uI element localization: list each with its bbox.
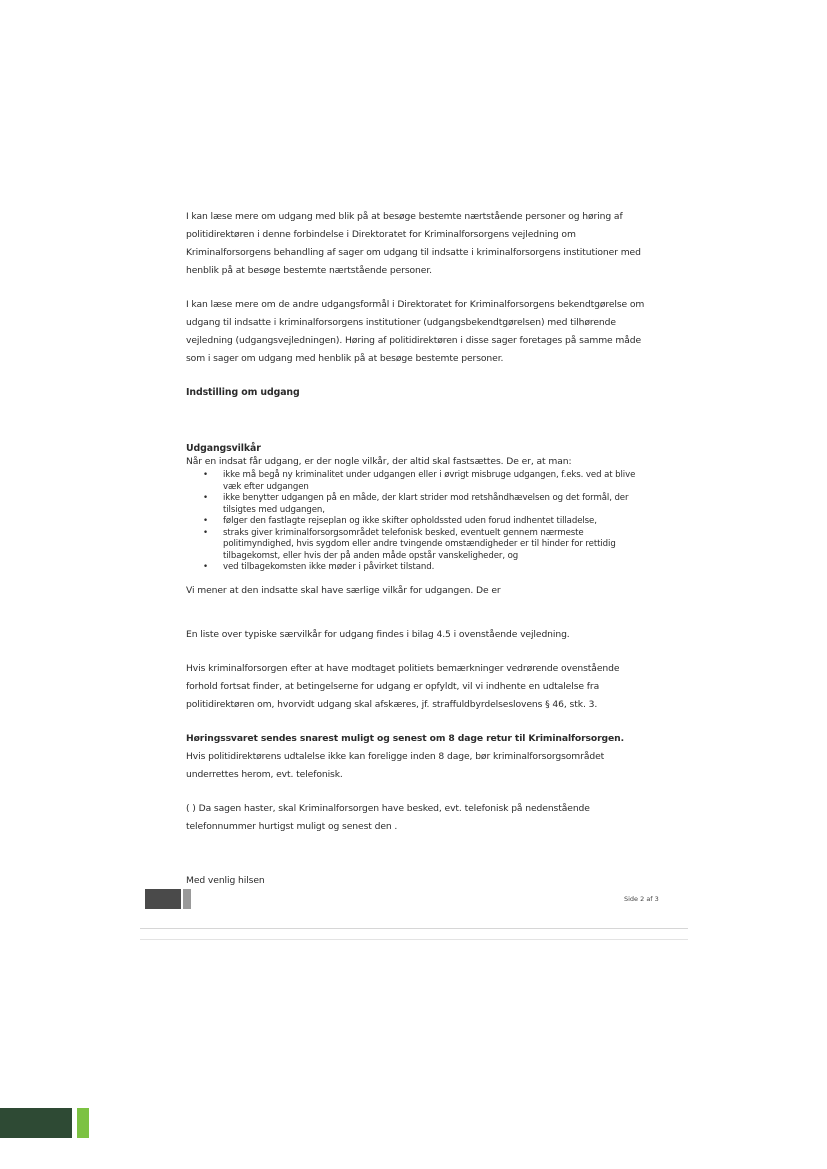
paragraph-list-reference: En liste over typiske særvilkår for udgang findes i bilag 4.5 i ovenstående vejledning. — [186, 628, 570, 640]
list-item: • ikke benytter udgangen på en måde, der klart strider mod retshåndhævelsen og det formål, der tilsigtes med udgangen, — [203, 493, 629, 515]
page-number: Side 2 af 3 — [624, 895, 659, 903]
condition-text: ikke må begå ny kriminalitet under udgangen eller i øvrigt misbruge udgangen, f.eks. ved at blive væk efter udgangen — [223, 470, 636, 492]
brand-dark-bar — [0, 1108, 72, 1138]
footer-divider — [140, 939, 688, 940]
paragraph-police-remarks: Hvis kriminalforsorgen efter at have modtaget politiets bemærkninger vedrørende ovenstående forhold fortsat finder, at betingelserne for udgang er opfyldt, vil vi indhente en udtalelse fra politidirektøren om, hvorvidt udgang skal afskæres, jf. straffuldbyrdelseslovens § 46, stk. 3. — [186, 662, 620, 710]
brand-green-bar — [77, 1108, 89, 1138]
list-item: • ikke må begå ny kriminalitet under udgangen eller i øvrigt misbruge udgangen, f.eks. ved at blive væk efter udgangen — [203, 470, 636, 492]
paragraph-special-conditions: Vi mener at den indsatte skal have særlige vilkår for udgangen. De er — [186, 584, 501, 596]
footer-light-block — [183, 889, 191, 909]
list-item: • straks giver kriminalforsorgsområdet telefonisk besked, eventuelt gennem nærmeste politimyndighed, hvis sygdom eller andre tvingende omstændigheder er til hinder for rettidig tilbagekomst, eller hvis der på anden måde opstår vanskeligheder, og — [203, 527, 616, 561]
conditions-intro: Når en indsat får udgang, er der nogle vilkår, der altid skal fastsættes. De er, at man: — [186, 456, 572, 467]
condition-text: straks giver kriminalforsorgsområdet telefonisk besked, eventuelt gennem nærmeste politimyndighed, hvis sygdom eller andre tvingende omstændigheder er til hinder for rettidig tilbagekomst, eller hvis der på anden måde opstår vanskeligheder, og — [223, 527, 616, 561]
footer-divider — [140, 928, 688, 929]
heading-indstilling: Indstilling om udgang — [186, 387, 300, 398]
heading-udgangsvilkaar: Udgangsvilkår — [186, 443, 261, 454]
footer-dark-block — [145, 889, 181, 909]
response-delay-note: Hvis politidirektørens udtalelse ikke kan foreligge inden 8 dage, bør kriminalforsorgsområdet underrettes herom, evt. telefonisk. — [186, 750, 605, 780]
closing-greeting: Med venlig hilsen — [186, 874, 265, 886]
paragraph-urgent: ( ) Da sagen haster, skal Kriminalforsorgen have besked, evt. telefonisk på nedenstående telefonnummer hurtigst muligt og senest den . — [186, 802, 590, 832]
conditions-list — [186, 470, 648, 574]
condition-text: ikke benytter udgangen på en måde, der klart strider mod retshåndhævelsen og det formål, der tilsigtes med udgangen, — [223, 493, 629, 515]
list-item: • ved tilbagekomsten ikke møder i påvirket tilstand. — [203, 562, 435, 572]
response-deadline: Høringssvaret sendes snarest muligt og senest om 8 dage retur til Kriminalforsorgen. — [186, 732, 624, 744]
paragraph-visit-info: I kan læse mere om udgang med blik på at besøge bestemte nærtstående personer og høring af politidirektøren i denne forbindelse i Direktoratet for Kriminalforsorgens vejledning om Kriminalforsorgens behandling af sager om udgang til indsatte i kriminalforsorgens institutioner med henblik på at besøge bestemte nærtstående personer. — [186, 211, 641, 276]
condition-text: følger den fastlagte rejseplan og ikke skifter opholdssted uden forud indhentet tilladelse, — [223, 516, 597, 526]
list-item: • følger den fastlagte rejseplan og ikke skifter opholdssted uden forud indhentet tilladelse, — [203, 516, 597, 526]
condition-text: ved tilbagekomsten ikke møder i påvirket tilstand. — [223, 562, 435, 572]
paragraph-other-purposes: I kan læse mere om de andre udgangsformål i Direktoratet for Kriminalforsorgens bekendtgørelse om udgang til indsatte i kriminalforsorgens institutioner (udgangsbekendtgørelsen) med tilhørende vejledning (udgangsvejledningen). Høring af politidirektøren i disse sager foretages på samme måde som i sager om udgang med henblik på at besøge bestemte personer. — [186, 299, 645, 364]
letter-body — [186, 208, 648, 890]
